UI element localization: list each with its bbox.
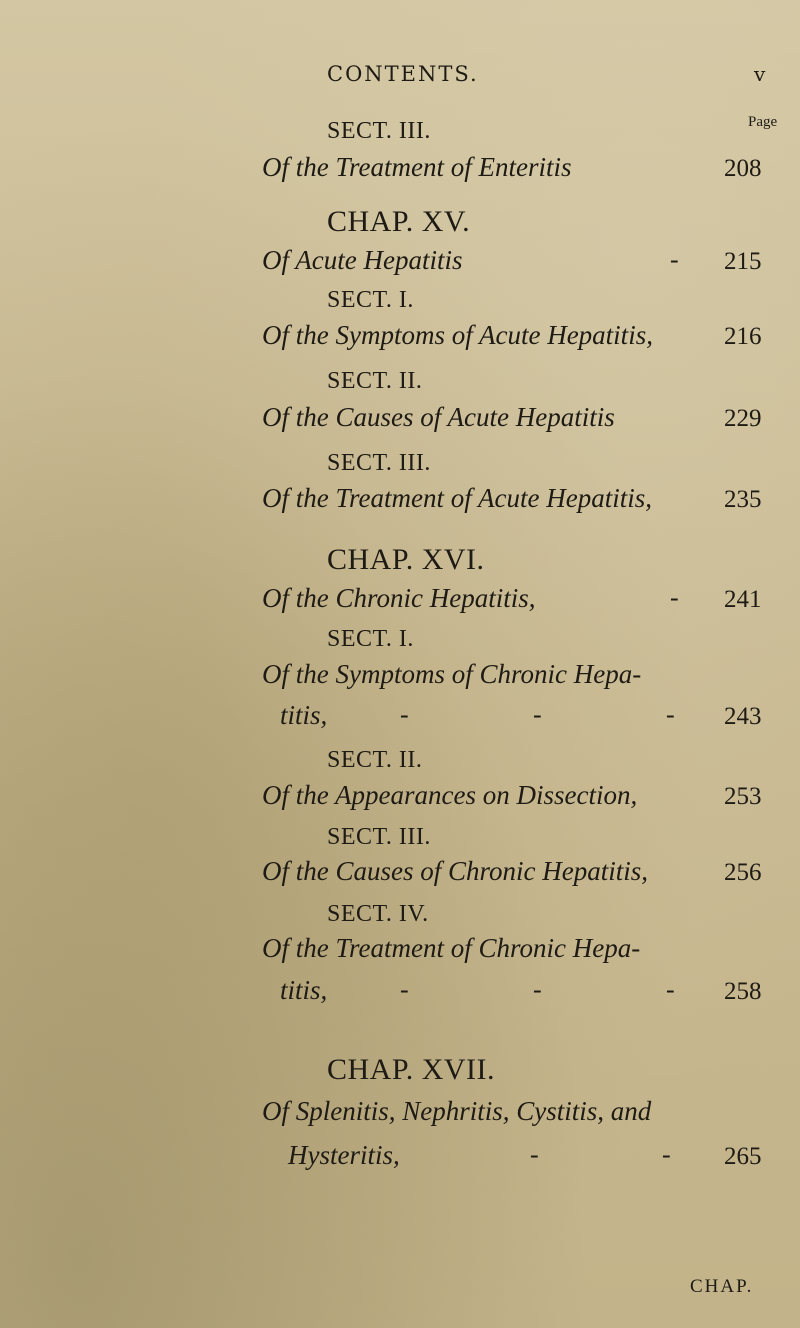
page-number: 241 [724,586,762,613]
entry-title: Of the Treatment of Acute Hepatitis, [262,483,652,513]
section-heading: SECT. IV. [327,901,429,927]
entry-title: Of the Symptoms of Acute Hepatitis, [262,320,653,350]
leader-dash: - [533,700,542,729]
leader-dash: - [530,1140,539,1169]
page-numeral: v [754,62,766,86]
page-number: 258 [724,978,762,1005]
entry-title: Of the Appearances on Dissection, [262,780,638,810]
chapter-heading: CHAP. XVII. [327,1053,496,1086]
leader-dash: - [533,975,542,1004]
section-heading: SECT. III. [327,450,431,476]
entry-title: Of the Chronic Hepatitis, [262,583,536,613]
running-header-title: CONTENTS. [327,62,479,86]
entry-title-continuation: titis, [280,975,328,1005]
page-number: 253 [724,783,762,810]
entry-title-continuation: Hysteritis, [288,1140,400,1170]
leader-dash: - [670,583,679,612]
entry-title: Of Acute Hepatitis [262,245,463,275]
entry-title: Of the Symptoms of Chronic Hepa- [262,659,642,689]
leader-dash: - [662,1140,671,1169]
leader-dash: - [400,975,409,1004]
page-number: 229 [724,405,762,432]
section-heading: SECT. II. [327,368,423,394]
page-number: 216 [724,323,762,350]
page-number: 215 [724,248,762,275]
page-number: 208 [724,155,762,182]
page-number: 256 [724,859,762,886]
entry-title-continuation: titis, [280,700,328,730]
section-heading: SECT. III. [327,824,431,850]
entry-title: Of Splenitis, Nephritis, Cystitis, and [262,1096,652,1126]
leader-dash: - [666,700,675,729]
leader-dash: - [400,700,409,729]
leader-dash: - [670,245,679,274]
section-heading: SECT. I. [327,287,414,313]
section-heading: SECT. II. [327,747,423,773]
leader-dash: - [666,975,675,1004]
page-number: 243 [724,703,762,730]
page-number: 265 [724,1143,762,1170]
entry-title: Of the Causes of Acute Hepatitis [262,402,615,432]
catchword: CHAP. [690,1276,754,1297]
chapter-heading: CHAP. XV. [327,205,471,238]
chapter-heading: CHAP. XVI. [327,543,485,576]
entry-title: Of the Causes of Chronic Hepatitis, [262,856,648,886]
page-number: 235 [724,486,762,513]
entry-title: Of the Treatment of Chronic Hepa- [262,933,641,963]
section-heading: SECT. III. [327,118,431,144]
entry-title: Of the Treatment of Enteritis [262,152,572,182]
page-column-label: Page [748,114,778,130]
section-heading: SECT. I. [327,626,414,652]
